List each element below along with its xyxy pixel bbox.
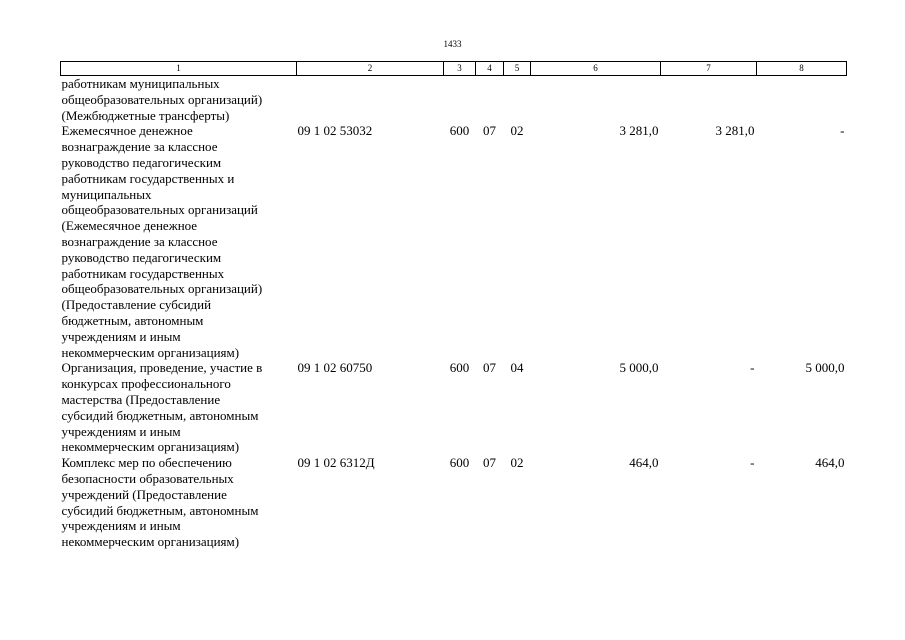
amount-total: 5 000,0 xyxy=(619,360,659,376)
subsection: 04 xyxy=(510,360,524,376)
expense-type: 600 xyxy=(449,360,470,376)
budget-code: 09 1 02 6312Д xyxy=(297,455,375,471)
row-name-line: общеобразовательных организаций xyxy=(61,202,258,218)
row-name-line: работникам государственных и xyxy=(61,170,235,186)
table-row xyxy=(61,123,847,360)
column-header-5: 5 xyxy=(504,62,531,76)
row-name-line: некоммерческим организациям) xyxy=(61,439,240,455)
table-row xyxy=(61,76,847,124)
row-name xyxy=(61,123,297,360)
row-name-line: субсидий бюджетным, автономным xyxy=(61,407,259,423)
row-name-line: общеобразовательных организаций) xyxy=(61,91,263,107)
row-name-line: некоммерческим организациям) xyxy=(61,344,240,360)
section: 07 xyxy=(483,455,496,471)
row-name-line: учреждений (Предоставление xyxy=(61,486,227,502)
row-name-line: работникам государственных xyxy=(61,265,225,281)
row-name-line: муниципальных xyxy=(61,186,152,202)
row-name-line: Ежемесячное денежное xyxy=(61,123,193,139)
header-row xyxy=(61,62,847,76)
amount-col-8 xyxy=(757,76,847,124)
row-name-line: руководство педагогическим xyxy=(61,154,222,170)
amount-col-8: 464,0 xyxy=(815,455,845,471)
expense-type: 600 xyxy=(449,123,470,139)
row-name-line: работникам муниципальных xyxy=(61,76,220,91)
column-header-3: 3 xyxy=(444,62,476,76)
row-name-line: (Ежемесячное денежное xyxy=(61,218,198,234)
amount-total: 3 281,0 xyxy=(619,123,659,139)
row-name-line: общеобразовательных организаций) xyxy=(61,281,263,297)
row-name-line: (Межбюджетные трансферты) xyxy=(61,107,230,123)
column-header-4: 4 xyxy=(476,62,504,76)
subsection: 02 xyxy=(510,455,524,471)
row-name-line: вознаграждение за классное xyxy=(61,233,218,249)
column-header-8: 8 xyxy=(757,62,847,76)
budget-code xyxy=(297,76,444,124)
row-name-line: учреждениям и иным xyxy=(61,328,181,344)
section: 07 xyxy=(483,123,496,139)
row-name-line: бюджетным, автономным xyxy=(61,312,204,328)
amount-col-7: - xyxy=(750,360,755,376)
row-name xyxy=(61,360,297,455)
budget-table xyxy=(60,61,847,550)
section: 07 xyxy=(483,360,496,376)
row-name xyxy=(61,455,297,550)
table-row xyxy=(61,360,847,455)
amount-col-7 xyxy=(661,76,757,124)
table-body xyxy=(61,76,847,550)
row-name-line: учреждениям и иным xyxy=(61,423,181,439)
expense-type: 600 xyxy=(449,455,470,471)
row-name-line: некоммерческим организациям) xyxy=(61,534,240,550)
column-header-1: 1 xyxy=(61,62,297,76)
budget-code: 09 1 02 60750 xyxy=(297,360,373,376)
row-name-line: субсидий бюджетным, автономным xyxy=(61,502,259,518)
column-header-6: 6 xyxy=(531,62,661,76)
row-name-line: Комплекс мер по обеспечению xyxy=(61,455,232,471)
section xyxy=(476,76,504,124)
column-header-2: 2 xyxy=(297,62,444,76)
table-row xyxy=(61,455,847,550)
row-name xyxy=(61,76,297,124)
amount-total: 464,0 xyxy=(629,455,659,471)
budget-code: 09 1 02 53032 xyxy=(297,123,373,139)
expense-type xyxy=(444,76,476,124)
amount-total xyxy=(531,76,661,124)
amount-col-7: - xyxy=(750,455,755,471)
column-header-7: 7 xyxy=(661,62,757,76)
subsection: 02 xyxy=(510,123,524,139)
row-name-line: (Предоставление субсидий xyxy=(61,297,212,313)
row-name-line: вознаграждение за классное xyxy=(61,139,218,155)
row-name-line: руководство педагогическим xyxy=(61,249,222,265)
row-name-line: конкурсах профессионального xyxy=(61,376,231,392)
row-name-line: учреждениям и иным xyxy=(61,518,181,534)
page-number: 1433 xyxy=(443,39,462,49)
row-name-line: безопасности образовательных xyxy=(61,470,234,486)
amount-col-8: - xyxy=(840,123,845,139)
amount-col-8: 5 000,0 xyxy=(805,360,845,376)
subsection xyxy=(504,76,531,124)
row-name-line: мастерства (Предоставление xyxy=(61,391,221,407)
amount-col-7: 3 281,0 xyxy=(715,123,755,139)
row-name-line: Организация, проведение, участие в xyxy=(61,360,263,376)
